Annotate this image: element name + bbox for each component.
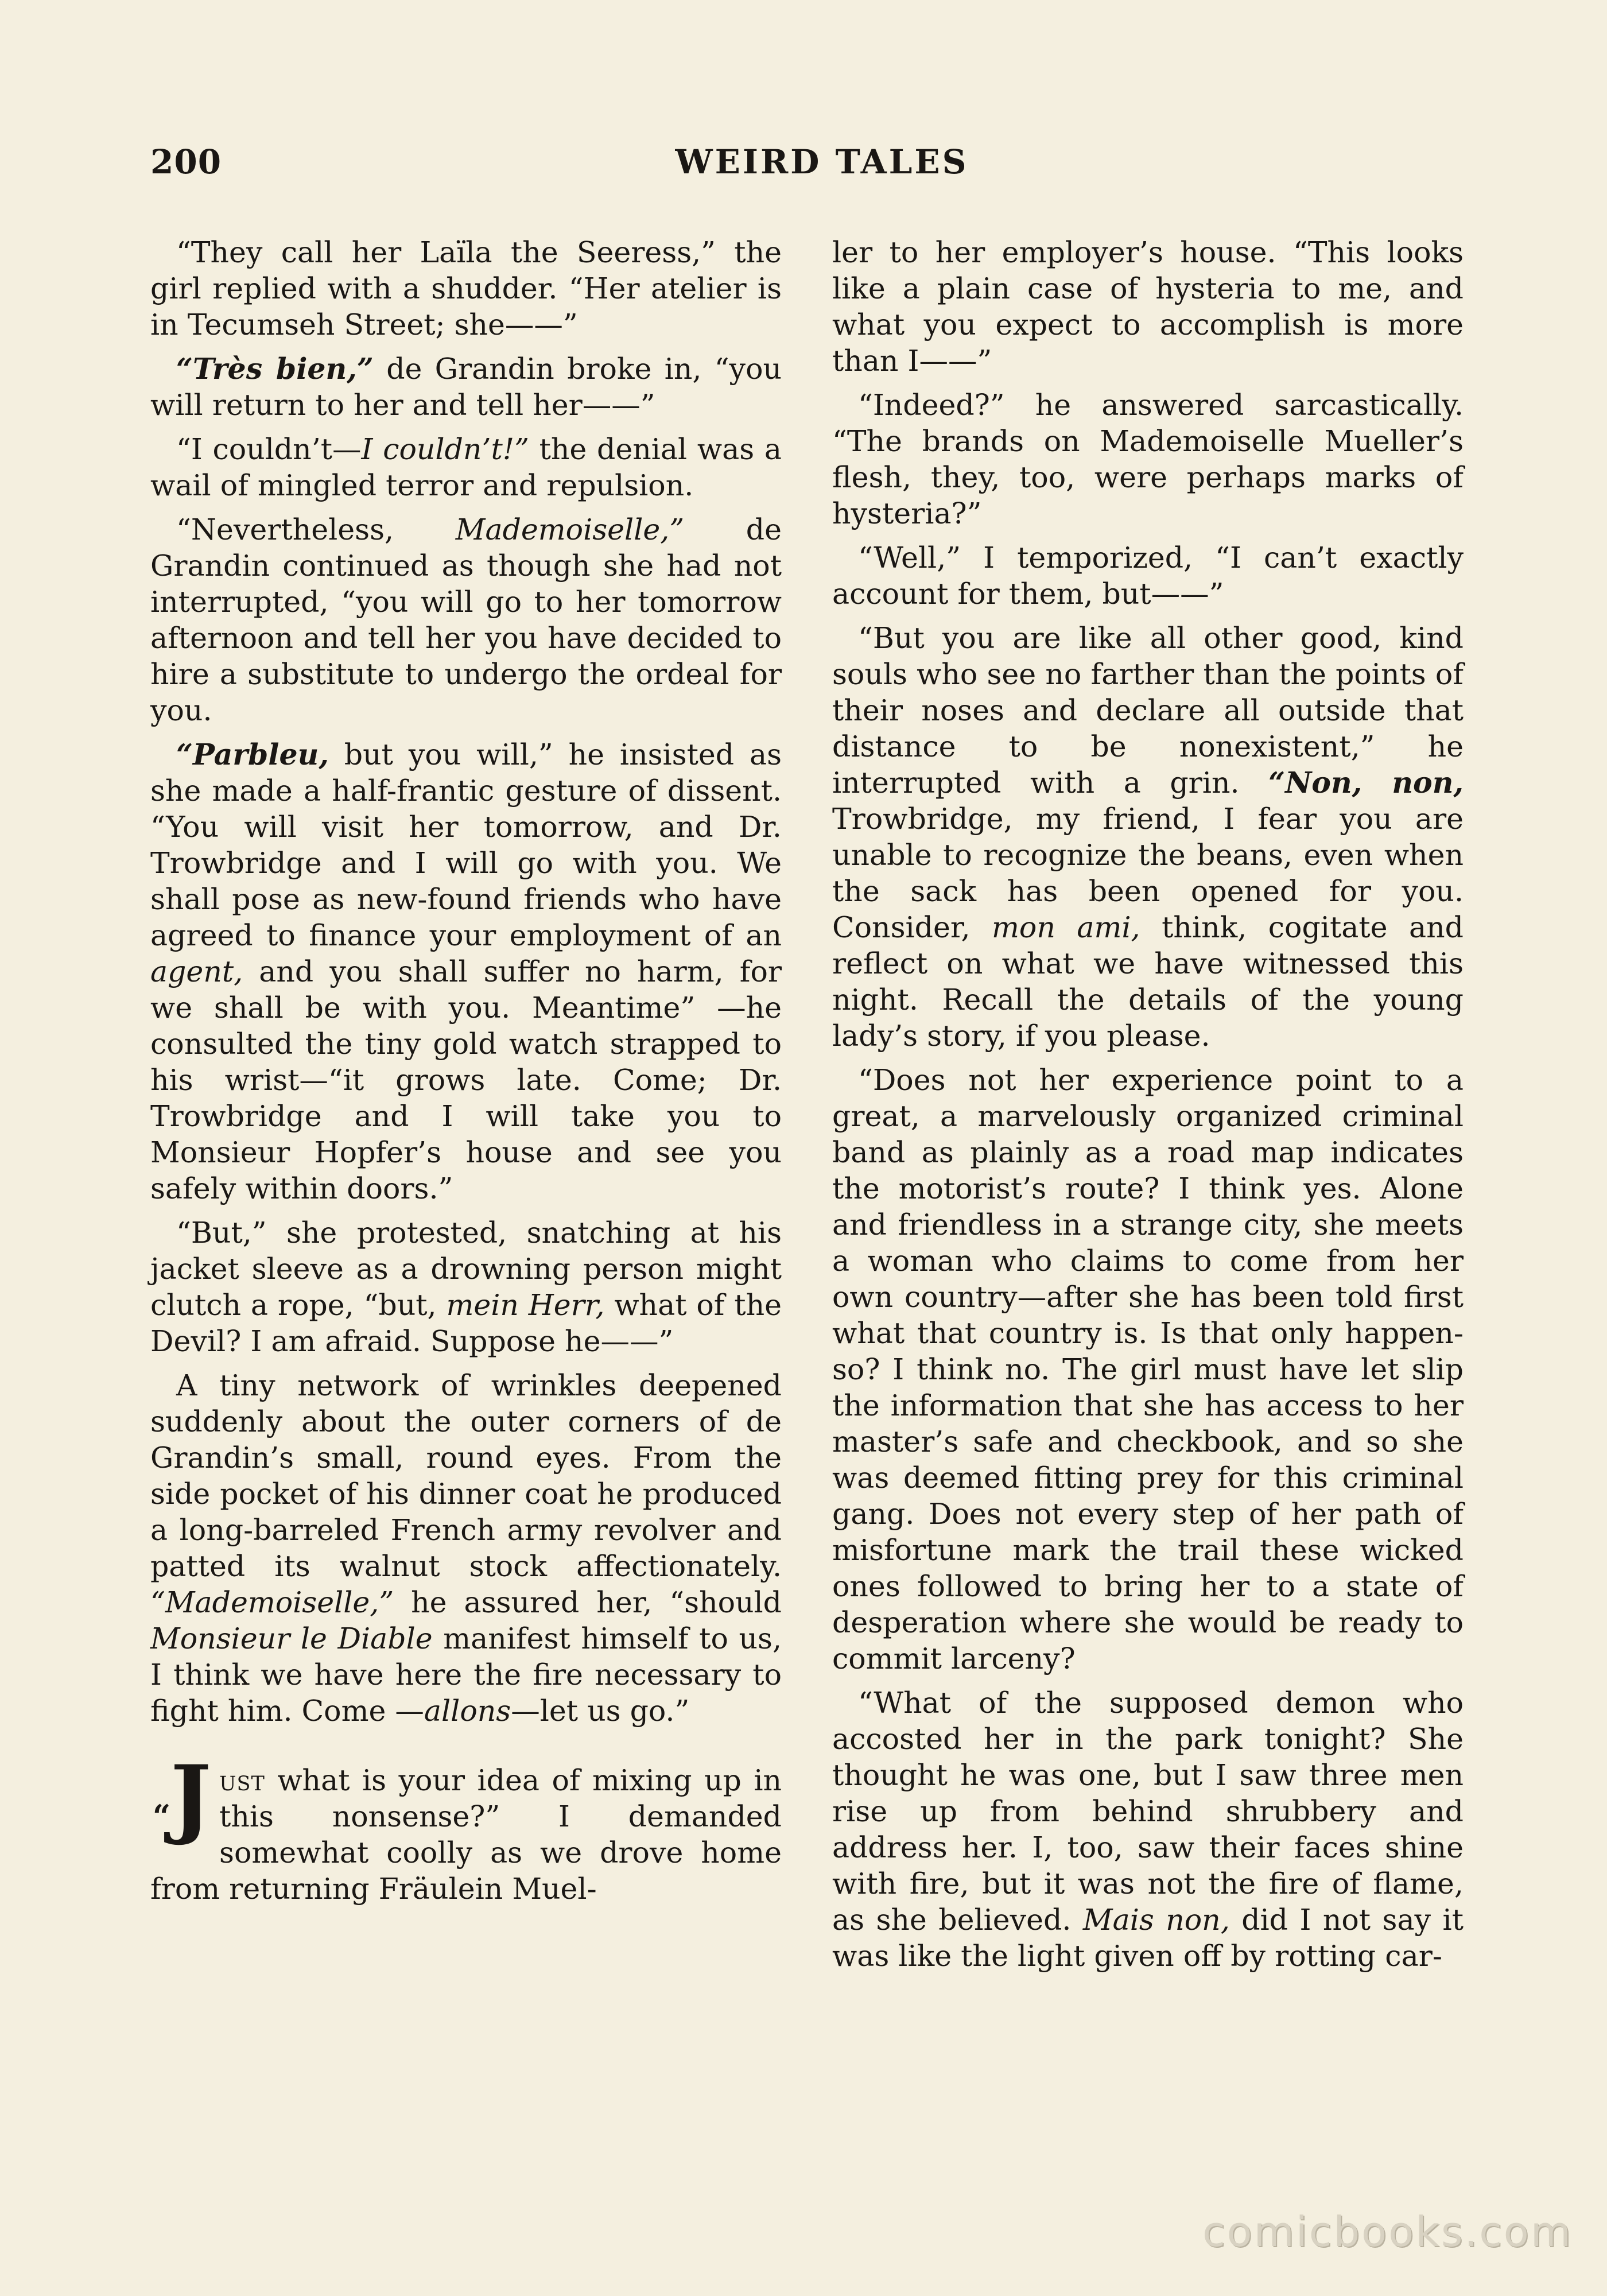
- paragraph: “What of the supposed demon who accosted her in the park tonight? She thought he was one, but I saw three men rise up from behind shrubbery and address her. I, too, saw their faces shine with fire, but it was not the fire of flame, as she believed. Mais non, did I not say it was like the light given off by rotting car-: [832, 1686, 1464, 1973]
- paragraph: “I couldn’t—I couldn’t!” the denial was a wail of mingled terror and repulsion.: [150, 432, 782, 502]
- paragraph: “Parbleu, but you will,” he insisted as she made a half-frantic gesture of dissent. “You will visit her tomorrow, and Dr. Trowbridge and I will go with you. We shall pose as new-found friends who have agreed to finance your employment of an agent, and you shall suffer no harm, for we shall be with you. Meantime” —he consulted the tiny gold watch strapped to his wrist—“it grows late. Come; Dr. Trowbridge and I will take you to Monsieur Hopfer’s house and see you safely within doors.”: [150, 738, 782, 1205]
- paragraph: A tiny network of wrinkles deepened suddenly about the outer corners of de Grandin’s small, round eyes. From the side pocket of his dinner coat he produced a long-barreled French army revolver and patted its walnut stock affectionately. “Mademoiselle,” he assured her, “should Monsieur le Diable manifest himself to us, I think we have here the fire necessary to fight him. Come —allons—let us go.”: [150, 1368, 782, 1728]
- running-title: WEIRD TALES: [675, 142, 969, 181]
- page-number: 200: [150, 142, 222, 181]
- right-column: [832, 234, 1464, 1982]
- watermark: comicbooks.com: [1202, 2208, 1573, 2256]
- paragraph: “But,” she protested, snatching at his jacket sleeve as a drowning person might clutch a rope, “but, mein Herr, what of the Devil? I am afraid. Suppose he——”: [150, 1216, 782, 1358]
- paragraph: “They call her Laïla the Seeress,” the girl replied with a shudder. “Her atelier is in Tecumseh Street; she——”: [150, 235, 782, 342]
- drop-cap: “J: [153, 1747, 212, 1848]
- paragraph: “Does not her experience point to a great, a marvelously organized criminal band as plainly as a road map indicates the motorist’s route? I think yes. Alone and friendless in a strange city, she meets a woman who claims to come from her own country—after she has been told first what that country is. Is that only happen-so? I think no. The girl must have let slip the information that she has access to her master’s safe and checkbook, and so she was deemed fitting prey for this criminal gang. Does not every step of her path of misfortune mark the trail these wicked ones followed to bring her to a state of desperation where she would be ready to commit larceny?: [832, 1063, 1464, 1676]
- paragraph: “Well,” I temporized, “I can’t exactly account for them, but——”: [832, 541, 1464, 611]
- paragraph: “Très bien,” de Grandin broke in, “you will return to her and tell her——”: [150, 352, 782, 422]
- paragraph: “Indeed?” he answered sarcastically. “The brands on Mademoiselle Mueller’s flesh, they, too, were perhaps marks of hysteria?”: [832, 388, 1464, 530]
- left-column: [150, 234, 782, 1915]
- page-header: [150, 142, 1470, 194]
- paragraph: “Nevertheless, Mademoiselle,” de Grandin continued as though she had not interrupted, “you will go to her tomorrow afternoon and tell her you have decided to hire a substitute to undergo the ordeal for you.: [150, 513, 782, 727]
- section-start-paragraph: “J ust what is your idea of mixing up in this nonsense?” I demanded somewhat coolly as we drove home from returning Fräulein Muel-: [150, 1747, 782, 1906]
- paragraph: ler to her employer’s house. “This looks like a plain case of hysteria to me, and what you expect to accomplish is more than I——”: [832, 235, 1464, 378]
- paragraph: “But you are like all other good, kind souls who see no farther than the points of their noses and declare all outside that distance to be nonexistent,” he interrupted with a grin. “Non, non, Trowbridge, my friend, I fear you are unable to recognize the beans, even when the sack has been opened for you. Consider, mon ami, think, cogitate and reflect on what we have witnessed this night. Recall the details of the young lady’s story, if you please.: [832, 621, 1464, 1053]
